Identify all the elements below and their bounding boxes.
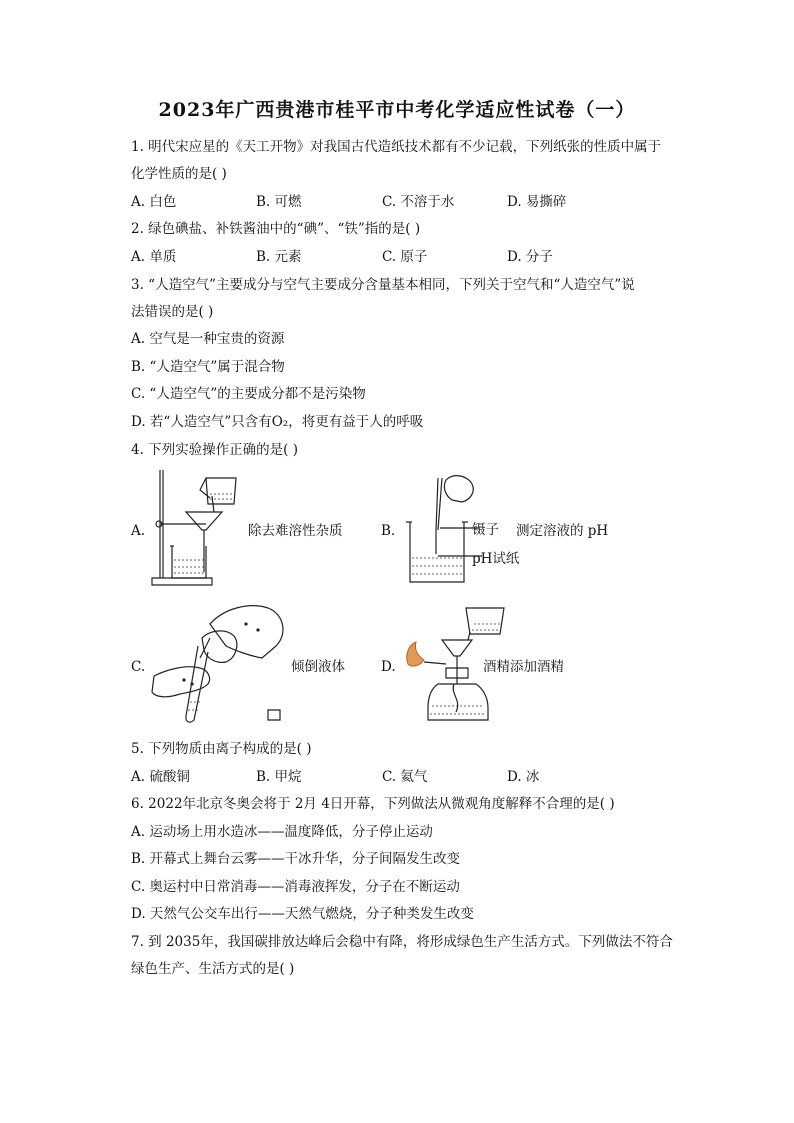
question-6-line-1: 6. 2022年北京冬奥会将于 2月 4日开幕，下列做法从微观角度解释不合理的是( ) (131, 796, 615, 812)
question-6-option-d: D. 天然气公交车出行——天然气燃烧，分子种类发生改变 (131, 906, 474, 922)
question-3-option-d: D. 若“人造空气”只含有O₂，将更有益于人的呼吸 (131, 414, 424, 430)
question-1-option-b: B. 可燃 (256, 194, 302, 210)
question-1-option-a: A. 白色 (131, 194, 177, 210)
question-6-option-c: C. 奥运村中日常消毒——消毒液挥发，分子在不断运动 (131, 879, 460, 895)
question-5-option-d: D. 冰 (507, 769, 540, 785)
question-5-option-a: A. 硫酸铜 (131, 769, 190, 785)
tweezers-label: 镊子 (472, 522, 499, 538)
question-1-line-2: 化学性质的是( ) (131, 166, 227, 182)
pouring-liquid-diagram (150, 598, 288, 726)
question-6-option-a: A. 运动场上用水造冰——温度降低，分子停止运动 (131, 824, 433, 840)
filtration-diagram (148, 468, 248, 590)
question-3-line-2: 法错误的是( ) (131, 304, 214, 320)
question-2-line-1: 2. 绿色碘盐、补铁酱油中的“碘”、“铁”指的是( ) (131, 221, 421, 237)
question-2-option-a: A. 单质 (131, 249, 177, 265)
question-4-option-b-letter: B. (381, 523, 396, 539)
question-4-line-1: 4. 下列实验操作正确的是( ) (131, 442, 298, 458)
question-7-line-2: 绿色生产、生活方式的是( ) (131, 961, 295, 977)
page-title: 2023年广西贵港市桂平市中考化学适应性试卷（一） (158, 99, 636, 121)
ph-paper-label: pH试纸 (472, 551, 520, 567)
question-6-option-b: B. 开幕式上舞台云雾——干冰升华，分子间隔发生改变 (131, 851, 461, 867)
question-4-option-c-caption: 倾倒液体 (291, 659, 345, 675)
question-1-option-c: C. 不溶于水 (382, 194, 455, 210)
question-4-option-a-caption: 除去难溶性杂质 (248, 523, 343, 539)
question-5-line-1: 5. 下列物质由离子构成的是( ) (131, 741, 312, 757)
question-4-option-c-letter: C. (131, 659, 146, 675)
question-3-option-b: B. “人造空气”属于混合物 (131, 359, 285, 375)
question-1-line-1: 1. 明代宋应星的《天工开物》对我国古代造纸技术都有不少记载，下列纸张的性质中属于 (131, 139, 662, 155)
question-2-option-d: D. 分子 (507, 249, 553, 265)
question-4-option-b-caption: 测定溶液的 pH (516, 523, 609, 539)
question-3-line-1: 3. “人造空气”主要成分与空气主要成分含量基本相同，下列关于空气和“人造空气”说 (131, 277, 635, 293)
question-4-option-d-letter: D. (381, 659, 396, 675)
question-3-option-c: C. “人造空气”的主要成分都不是污染物 (131, 386, 366, 402)
question-1-option-d: D. 易撕碎 (507, 194, 567, 210)
question-4-option-d-caption: 酒精添加酒精 (483, 659, 564, 675)
question-2-option-b: B. 元素 (256, 249, 302, 265)
question-5-option-b: B. 甲烷 (256, 769, 302, 785)
question-4-option-a-letter: A. (131, 523, 146, 539)
question-7-line-1: 7. 到 2035年，我国碳排放达峰后会稳中有降，将形成绿色生产生活方式。下列做法不符合 (131, 934, 673, 950)
question-3-option-a: A. 空气是一种宝贵的资源 (131, 331, 285, 347)
question-5-option-c: C. 氦气 (382, 769, 428, 785)
question-2-option-c: C. 原子 (382, 249, 428, 265)
